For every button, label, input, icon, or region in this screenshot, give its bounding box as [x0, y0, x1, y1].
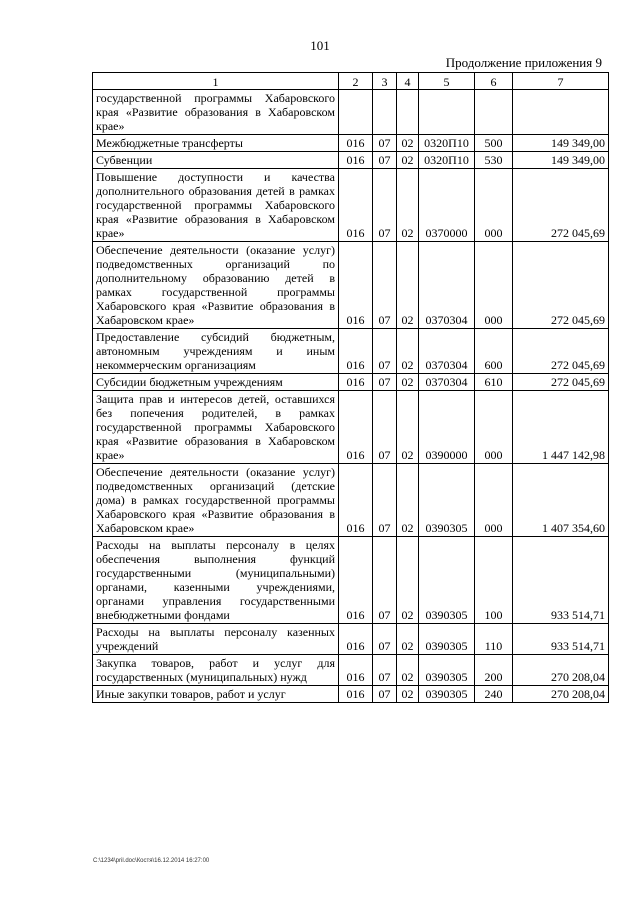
row-code-section: 07: [373, 374, 397, 391]
row-amount: 272 045,69: [513, 169, 609, 242]
row-amount: 272 045,69: [513, 242, 609, 329]
row-description: Межбюджетные трансферты: [93, 135, 339, 152]
row-code-subsection: [397, 90, 419, 135]
row-code-section: 07: [373, 135, 397, 152]
row-code-subsection: 02: [397, 374, 419, 391]
table-row: [93, 152, 609, 169]
budget-table: [92, 72, 609, 703]
row-code-target: [419, 90, 475, 135]
row-description: Обеспечение деятельности (оказание услуг) подведомственных организаций по дополнительному образованию детей в рамках государственной программы Хабаровского края «Развитие образования в Хабаровском крае»: [93, 242, 339, 329]
row-code-expense-type: 000: [475, 391, 513, 464]
row-description: Защита прав и интересов детей, оставшихся без попечения родителей, в рамках государственной программы Хабаровского края «Развитие образования в Хабаровском крае»: [93, 391, 339, 464]
row-code-section: 07: [373, 464, 397, 537]
row-code-target: 0390305: [419, 537, 475, 624]
row-code-subsection: 02: [397, 655, 419, 686]
row-code-target: 0390305: [419, 624, 475, 655]
row-code-section: 07: [373, 655, 397, 686]
row-amount: 270 208,04: [513, 655, 609, 686]
row-code-section: 07: [373, 152, 397, 169]
header-col-6: 6: [475, 73, 513, 90]
row-code-section: [373, 90, 397, 135]
row-code-section: 07: [373, 329, 397, 374]
row-description: Обеспечение деятельности (оказание услуг) подведомственных организаций (детские дома) в рамках государственной программы Хабаровского края «Развитие образования в Хабаровском крае»: [93, 464, 339, 537]
table-row: [93, 655, 609, 686]
row-code-section: 07: [373, 686, 397, 703]
row-amount: 272 045,69: [513, 374, 609, 391]
row-code-target: 0370304: [419, 329, 475, 374]
row-description: Расходы на выплаты персоналу в целях обеспечения выполнения функций государственными (муниципальными) органами, казенными учреждениями, органами управления государственными внебюджетными фондами: [93, 537, 339, 624]
row-code-expense-type: 000: [475, 169, 513, 242]
table-row: [93, 169, 609, 242]
row-code-section: 07: [373, 624, 397, 655]
row-amount: 933 514,71: [513, 537, 609, 624]
row-amount: 272 045,69: [513, 329, 609, 374]
row-code-target: 0370000: [419, 169, 475, 242]
header-col-1: 1: [93, 73, 339, 90]
row-description: Иные закупки товаров, работ и услуг: [93, 686, 339, 703]
row-code-expense-type: 110: [475, 624, 513, 655]
row-code-admin: 016: [339, 464, 373, 537]
header-col-5: 5: [419, 73, 475, 90]
row-code-subsection: 02: [397, 169, 419, 242]
row-code-admin: [339, 90, 373, 135]
row-code-admin: 016: [339, 329, 373, 374]
row-description: Повышение доступности и качества дополнительного образования детей в рамках государственной программы Хабаровского края «Развитие образования в Хабаровском крае»: [93, 169, 339, 242]
row-amount: 270 208,04: [513, 686, 609, 703]
table-row: [93, 374, 609, 391]
row-code-admin: 016: [339, 686, 373, 703]
row-code-expense-type: 000: [475, 242, 513, 329]
table-row: [93, 135, 609, 152]
row-code-section: 07: [373, 391, 397, 464]
row-code-target: 0390305: [419, 464, 475, 537]
row-code-admin: 016: [339, 624, 373, 655]
header-col-2: 2: [339, 73, 373, 90]
row-code-expense-type: 000: [475, 464, 513, 537]
table-row: [93, 537, 609, 624]
row-code-expense-type: 600: [475, 329, 513, 374]
row-code-section: 07: [373, 242, 397, 329]
row-code-target: 0390000: [419, 391, 475, 464]
row-code-admin: 016: [339, 374, 373, 391]
row-description: Закупка товаров, работ и услуг для государственных (муниципальных) нужд: [93, 655, 339, 686]
table-row: [93, 242, 609, 329]
table-row: [93, 686, 609, 703]
row-amount: 1 447 142,98: [513, 391, 609, 464]
row-code-admin: 016: [339, 169, 373, 242]
row-code-target: 0370304: [419, 374, 475, 391]
continuation-label: Продолжение приложения 9: [445, 55, 602, 70]
row-code-section: 07: [373, 537, 397, 624]
row-code-admin: 016: [339, 391, 373, 464]
row-code-expense-type: 610: [475, 374, 513, 391]
row-amount: 149 349,00: [513, 152, 609, 169]
page-number: 101: [310, 38, 330, 53]
row-code-subsection: 02: [397, 135, 419, 152]
row-code-admin: 016: [339, 655, 373, 686]
header-col-4: 4: [397, 73, 419, 90]
row-code-subsection: 02: [397, 464, 419, 537]
row-amount: 149 349,00: [513, 135, 609, 152]
row-amount: 933 514,71: [513, 624, 609, 655]
row-code-expense-type: 240: [475, 686, 513, 703]
table-row: [93, 391, 609, 464]
row-description: Предоставление субсидий бюджетным, автономным учреждениям и иным некоммерческим организациям: [93, 329, 339, 374]
row-code-admin: 016: [339, 152, 373, 169]
row-description: Расходы на выплаты персоналу казенных учреждений: [93, 624, 339, 655]
table-row: [93, 90, 609, 135]
row-code-subsection: 02: [397, 537, 419, 624]
row-code-admin: 016: [339, 242, 373, 329]
table-row: [93, 464, 609, 537]
table-body: [93, 90, 609, 703]
row-description: Субвенции: [93, 152, 339, 169]
row-code-target: 0390305: [419, 686, 475, 703]
row-code-target: 0320П10: [419, 135, 475, 152]
row-code-admin: 016: [339, 135, 373, 152]
row-code-subsection: 02: [397, 329, 419, 374]
row-code-target: 0370304: [419, 242, 475, 329]
row-code-expense-type: 500: [475, 135, 513, 152]
row-amount: [513, 90, 609, 135]
row-code-subsection: 02: [397, 242, 419, 329]
row-code-subsection: 02: [397, 391, 419, 464]
row-code-subsection: 02: [397, 686, 419, 703]
row-code-expense-type: [475, 90, 513, 135]
row-code-admin: 016: [339, 537, 373, 624]
header-col-3: 3: [373, 73, 397, 90]
row-description: государственной программы Хабаровского края «Развитие образования в Хабаровском крае»: [93, 90, 339, 135]
table-header-row: [93, 73, 609, 90]
header-col-7: 7: [513, 73, 609, 90]
row-code-section: 07: [373, 169, 397, 242]
row-description: Субсидии бюджетным учреждениям: [93, 374, 339, 391]
row-code-expense-type: 200: [475, 655, 513, 686]
row-code-target: 0390305: [419, 655, 475, 686]
footer-file-path: C:\1234\pril.doc\Костя\16.12.2014 16:27:00: [93, 858, 210, 864]
row-code-expense-type: 100: [475, 537, 513, 624]
row-code-subsection: 02: [397, 152, 419, 169]
table-row: [93, 624, 609, 655]
row-code-expense-type: 530: [475, 152, 513, 169]
row-code-subsection: 02: [397, 624, 419, 655]
row-code-target: 0320П10: [419, 152, 475, 169]
row-amount: 1 407 354,60: [513, 464, 609, 537]
table-row: [93, 329, 609, 374]
